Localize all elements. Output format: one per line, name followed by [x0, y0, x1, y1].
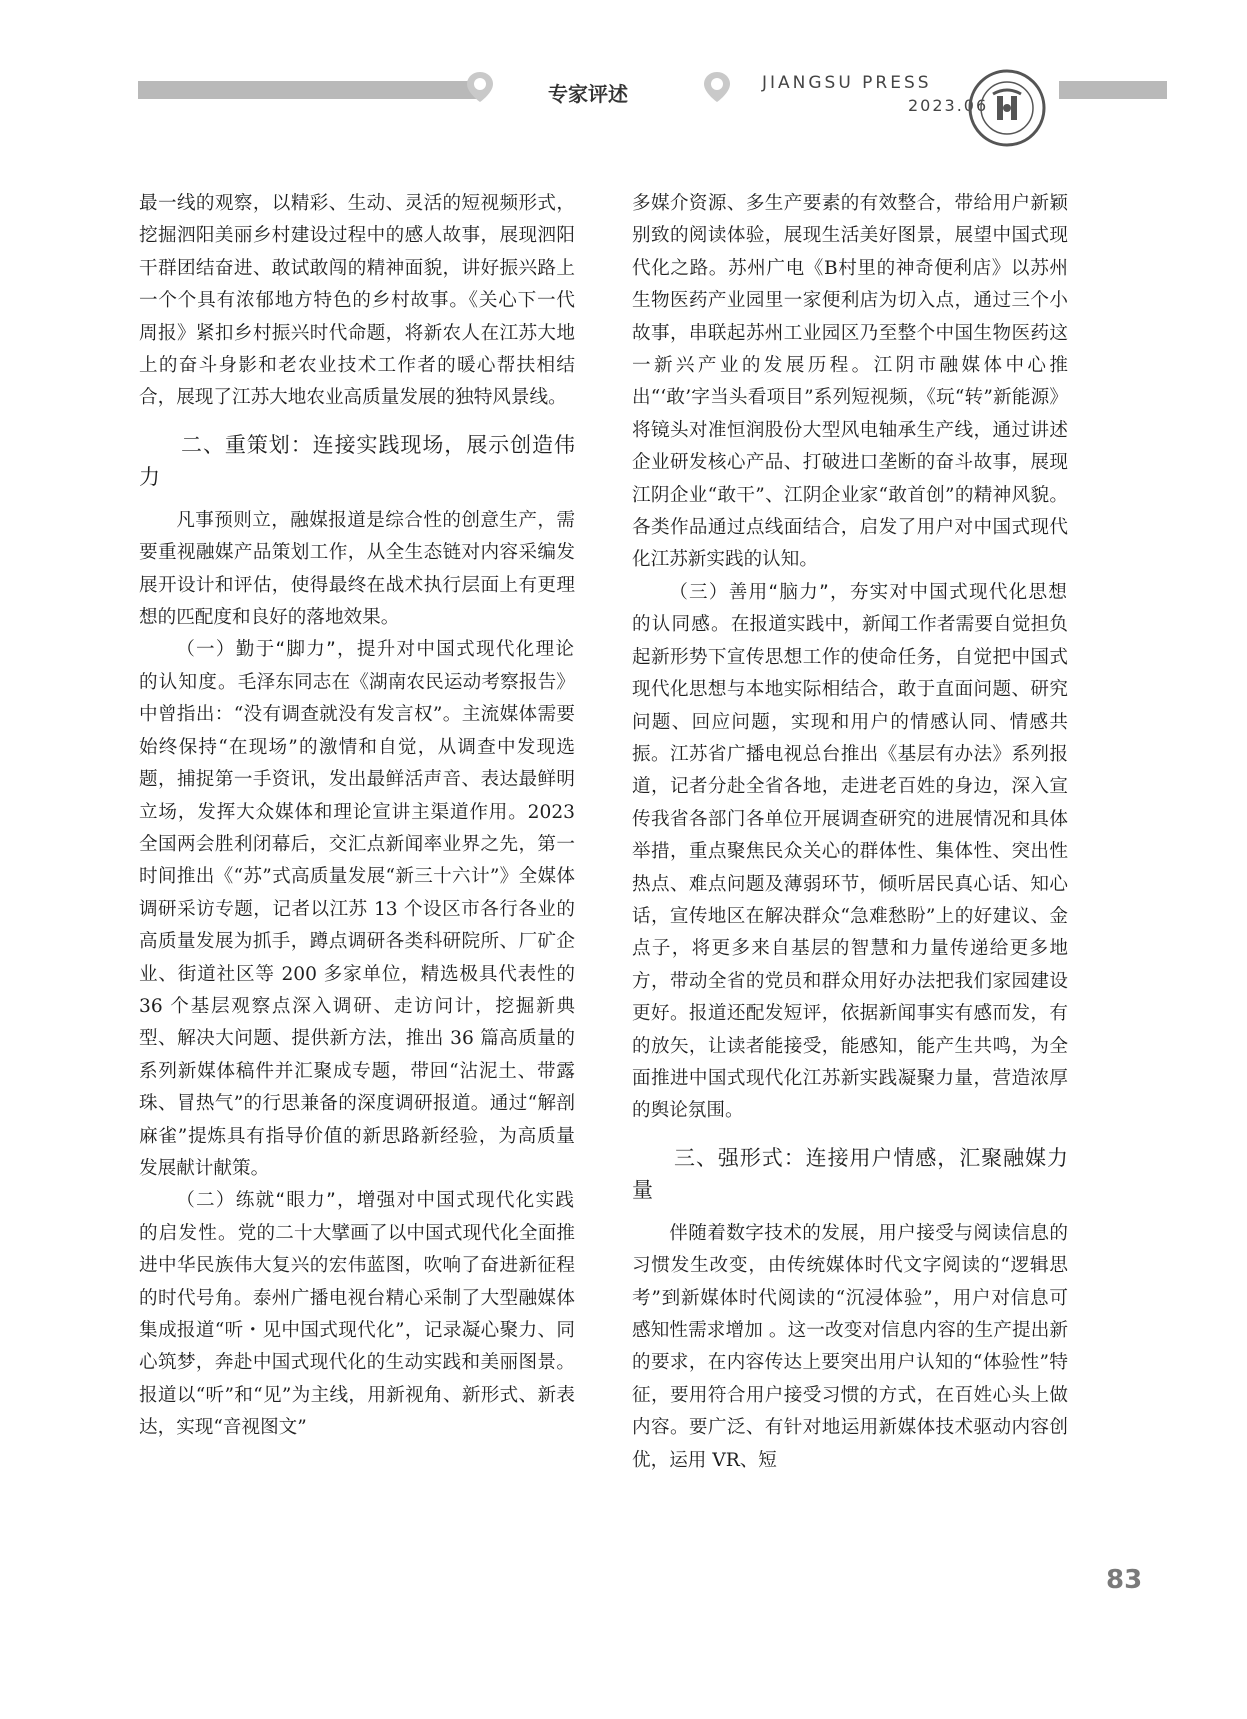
header-bar-right — [1059, 81, 1167, 99]
paragraph-text: 党的二十大擘画了以中国式现代化全面推进中华民族伟大复兴的宏伟蓝图，吹响了奋进新征程的时代号角。泰州广播电视台精心采制了大型融媒体集成报道“听・见中国式现代化”，记录凝心聚力、同心筑梦，奔赴中国式现代化的生动实践和美丽图景。报道以“听”和“见”为主线，用新视角、新形式、新表达，实现“音视图文” — [139, 1222, 575, 1439]
header-bar-left — [138, 81, 478, 99]
right-column — [632, 188, 1068, 1477]
subheading: （一）勤于“脚力”，提升对中国式现代化理论的认知度。 — [139, 639, 575, 693]
paragraph-text: 在报道实践中，新闻工作者需要自觉担负起新形势下宣传思想工作的使命任务，自觉把中国式现代化思想与本地实际相结合，敢于直面问题、研究问题、回应问题，实现和用户的情感认同、情感共振。江苏省广播电视总台推出《基层有办法》系列报道，记者分赴全省各地，走进老百姓的身边，深入宣传我省各部门各单位开展调查研究的进展情况和具体举措，重点聚焦民众关心的群体性、集体性、突出性热点、难点问题及薄弱环节，倾听居民真心话、知心话，宣传地区在解决群众“急难愁盼”上的好建议、金点子，将更多来自基层的智慧和力量传递给更多地方，带动全省的党员和群众用好办法把我们家园建设更好。报道还配发短评，依据新闻事实有感而发，有的放矢，让读者能接受，能感知，能产生共鸣，为全面推进中国式现代化江苏新实践凝聚力量，营造浓厚的舆论氛围。 — [632, 614, 1068, 1122]
issue-number: 2023.06 — [908, 96, 989, 115]
paragraph-text: 毛泽东同志在《湖南农民运动考察报告》中曾指出：“没有调查就没有发言权”。主流媒体需要始终保持“在现场”的激情和自觉，从调查中发现选题，捕捉第一手资讯，发出最鲜活声音、表达最鲜明立场，发挥大众媒体和理论宣讲主渠道作用。2023 全国两会胜利闭幕后，交汇点新闻率业界之先，第一时间推出《“苏”式高质量发展“新三十六计”》全媒体调研采访专题，记者以江苏 13 个设区市各行各业的高质量发展为抓手，蹲点调研各类科研院所、厂矿企业、街道社区等 200 多家单位，精选极具代表性的 36 个基层观察点深入调研、走访问计，挖掘新典型、解决大问题、提供新方法，推出 36 篇高质量的系列新媒体稿件并汇聚成专题，带回“沾泥土、带露珠、冒热气”的行思兼备的深度调研报道。通过“解剖麻雀”提炼具有指导价值的新思路新经验，为高质量发展献计献策。 — [139, 671, 575, 1179]
paragraph: 最一线的观察，以精彩、生动、灵活的短视频形式，挖掘泗阳美丽乡村建设过程中的感人故事，展现泗阳干群团结奋进、敢试敢闯的精神面貌，讲好振兴路上一个个具有浓郁地方特色的乡村故事。《关心下一代周报》紧扣乡村振兴时代命题，将新农人在江苏大地上的奋斗身影和老农业技术工作者的暖心帮扶相结合，展现了江苏大地农业高质量发展的独特风景线。 — [139, 193, 575, 409]
magazine-name: JIANGSU PRESS — [762, 73, 932, 93]
association-seal-icon — [967, 68, 1047, 148]
paragraph — [632, 577, 1068, 1128]
subheading: （二）练就“眼力”，增强对中国式现代化实践的启发性。 — [139, 1190, 575, 1244]
paragraph: 伴随着数字技术的发展，用户接受与阅读信息的习惯发生改变，由传统媒体时代文字阅读的“逻辑思考”到新媒体时代阅读的“沉浸体验”，用户对信息可感知性需求增加 。这一改变对信息内容的生产提出新的要求，在内容传达上要突出用户认知的“体验性”特征，要用符合用户接受习惯的方式，在百姓心头上做内容。要广泛、有针对地运用新媒体技术驱动内容创优，运用 VR、短 — [632, 1222, 1068, 1471]
paragraph — [139, 1185, 575, 1444]
left-column — [139, 188, 575, 1445]
subheading: （三）善用“脑力”，夯实对中国式现代化思想的认同感。 — [632, 581, 1068, 636]
section-heading: 二、重策划：连接实践现场，展示创造伟力 — [139, 432, 575, 489]
paragraph — [139, 634, 575, 1185]
section-heading: 三、强形式：连接用户情感，汇聚融媒力量 — [632, 1145, 1068, 1202]
map-pin-icon — [702, 70, 732, 104]
section-label: 专家评述 — [548, 82, 628, 106]
paragraph: 凡事预则立，融媒报道是综合性的创意生产，需要重视融媒产品策划工作，从全生态链对内容采编发展开设计和评估，使得最终在战术执行层面上有更理想的匹配度和良好的落地效果。 — [139, 509, 575, 629]
page-number: 83 — [1106, 1565, 1143, 1595]
paragraph: 多媒介资源、多生产要素的有效整合，带给用户新颖别致的阅读体验，展现生活美好图景，展望中国式现代化之路。苏州广电《B村里的神奇便利店》以苏州生物医药产业园里一家便利店为切入点，通过三个小故事，串联起苏州工业园区乃至整个中国生物医药这一新兴产业的发展历程。江阴市融媒体中心推出“‘敢’字当头看项目”系列短视频，《玩“转”新能源》将镜头对准恒润股份大型风电轴承生产线，通过讲述企业研发核心产品、打破进口垄断的奋斗故事，展现江阴企业“敢干”、江阴企业家“敢首创”的精神风貌。各类作品通过点线面结合，启发了用户对中国式现代化江苏新实践的认知。 — [632, 193, 1068, 571]
map-pin-icon — [465, 70, 495, 104]
